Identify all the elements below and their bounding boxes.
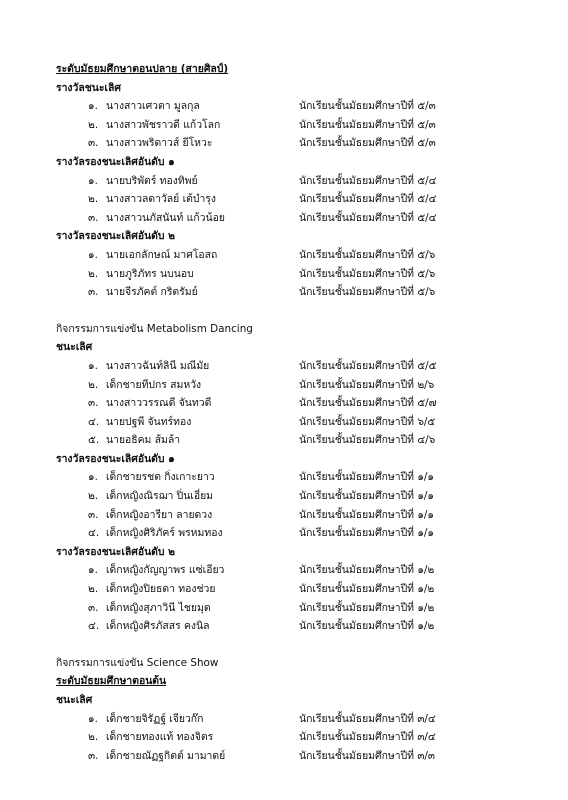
- list-item: ๑. นางสาวฉันท์ลินี มณีมัย นักเรียนชั้นมัธยมศึกษาปีที่ ๕/๕: [88, 359, 437, 372]
- section-heading: กิจกรรมการแข่งขัน Metabolism Dancing: [56, 322, 253, 335]
- list-item: ๑. เด็กชายรชต กิ่งเกาะยาว นักเรียนชั้นมัธยมศึกษาปีที่ ๑/๑: [88, 471, 435, 484]
- award-title: รางวัลรองชนะเลิศอันดับ ๑: [56, 452, 175, 465]
- section-science-show: [56, 654, 548, 766]
- list-item: ๒. เด็กหญิงปิยธดา ทองช่วย นักเรียนชั้นมัธยมศึกษาปีที่ ๑/๒: [88, 583, 435, 596]
- list-item: ๒. นายภูริภัทร นบนอบ นักเรียนชั้นมัธยมศึกษาปีที่ ๕/๖: [88, 267, 436, 280]
- section-heading: กิจกรรมการแข่งขัน Science Show: [56, 656, 219, 669]
- list-item: ๓. เด็กหญิงสุภาวินี ไชยมุต นักเรียนชั้นมัธยมศึกษาปีที่ ๑/๒: [88, 601, 435, 614]
- list-item: ๒. เด็กหญิงณิรฌา ปิ่นเอี่ยม นักเรียนชั้นมัธยมศึกษาปีที่ ๑/๑: [88, 490, 435, 503]
- section-metabolism-dancing: [56, 320, 548, 636]
- section-heading: ระดับมัธยมศึกษาตอนปลาย (สายศิลป์): [56, 63, 229, 75]
- award-title: รางวัลชนะเลิศ: [56, 81, 121, 94]
- list-item: ๒. เด็กชายทีปกร สมหวัง นักเรียนชั้นมัธยมศึกษาปีที่ ๒/๖: [88, 378, 435, 391]
- list-item: ๓. นางสาวนภัสนันท์ แก้วน้อย นักเรียนชั้นมัธยมศึกษาปีที่ ๕/๔: [88, 211, 437, 224]
- list-item: ๑. นายบริพัตร์ ทองทิพย์ นักเรียนชั้นมัธยมศึกษาปีที่ ๕/๔: [88, 174, 437, 187]
- section-upper-secondary-arts: [56, 60, 548, 302]
- list-item: ๓. นายจีรภัคต์ กริตรัมย์ นักเรียนชั้นมัธยมศึกษาปีที่ ๕/๖: [88, 286, 436, 299]
- list-item: ๔. นายปฐพี จันทร์ทอง นักเรียนชั้นมัธยมศึกษาปีที่ ๖/๕: [88, 415, 436, 428]
- award-title: รางวัลรองชนะเลิศอันดับ ๒: [56, 545, 175, 558]
- list-item: ๒. นางสาวพัชราวดี แก้วโลก นักเรียนชั้นมัธยมศึกษาปีที่ ๕/๓: [88, 118, 436, 131]
- section-subheading: ระดับมัธยมศึกษาตอนต้น: [56, 675, 167, 688]
- list-item: ๑. นายเอกลักษณ์ มาศโอสถ นักเรียนชั้นมัธยมศึกษาปีที่ ๕/๖: [88, 248, 436, 261]
- list-item: ๑. เด็กหญิงกัญญาพร แซ่เอียว นักเรียนชั้นมัธยมศึกษาปีที่ ๑/๒: [88, 564, 435, 577]
- list-item: ๓. เด็กชายณัฏฐกิตต์ มามาดย์ นักเรียนชั้นมัธยมศึกษาปีที่ ๓/๓: [88, 749, 436, 762]
- list-item: ๑. เด็กชายจิรัฏฐ์ เจียวก๊ก นักเรียนชั้นมัธยมศึกษาปีที่ ๓/๔: [88, 712, 436, 725]
- list-item: ๔. เด็กหญิงศิรภัสสร คงนิล นักเรียนชั้นมัธยมศึกษาปีที่ ๑/๒: [88, 620, 435, 633]
- list-item: ๓. นางสาววรรณดี จันทวดี นักเรียนชั้นมัธยมศึกษาปีที่ ๕/๗: [88, 397, 437, 410]
- list-item: ๓. นางสาวพริดาวส์ ยีโหวะ นักเรียนชั้นมัธยมศึกษาปีที่ ๕/๓: [88, 137, 436, 150]
- award-title: ชนะเลิศ: [56, 694, 93, 706]
- list-item: ๔. เด็กหญิงศิริภัคร์ พรหมทอง นักเรียนชั้นมัธยมศึกษาปีที่ ๑/๑: [88, 527, 435, 540]
- award-title: ชนะเลิศ: [56, 341, 93, 354]
- list-item: ๕. นายอธิคม ส้มล้า นักเรียนชั้นมัธยมศึกษาปีที่ ๔/๖: [88, 434, 436, 447]
- list-item: ๒. นางสาวลดาวัลย์ เต้บำรุง นักเรียนชั้นมัธยมศึกษาปีที่ ๕/๔: [88, 193, 437, 206]
- list-item: ๒. เด็กชายทองแท้ ทองจิตร นักเรียนชั้นมัธยมศึกษาปีที่ ๓/๔: [88, 731, 436, 744]
- award-title: รางวัลรองชนะเลิศอันดับ ๑: [56, 155, 175, 168]
- list-item: ๑. นางสาวเศวตา มูลกุล นักเรียนชั้นมัธยมศึกษาปีที่ ๕/๓: [88, 100, 436, 113]
- award-title: รางวัลรองชนะเลิศอันดับ ๒: [56, 230, 175, 243]
- list-item: ๓. เด็กหญิงอารียา ลายดวง นักเรียนชั้นมัธยมศึกษาปีที่ ๑/๑: [88, 508, 435, 521]
